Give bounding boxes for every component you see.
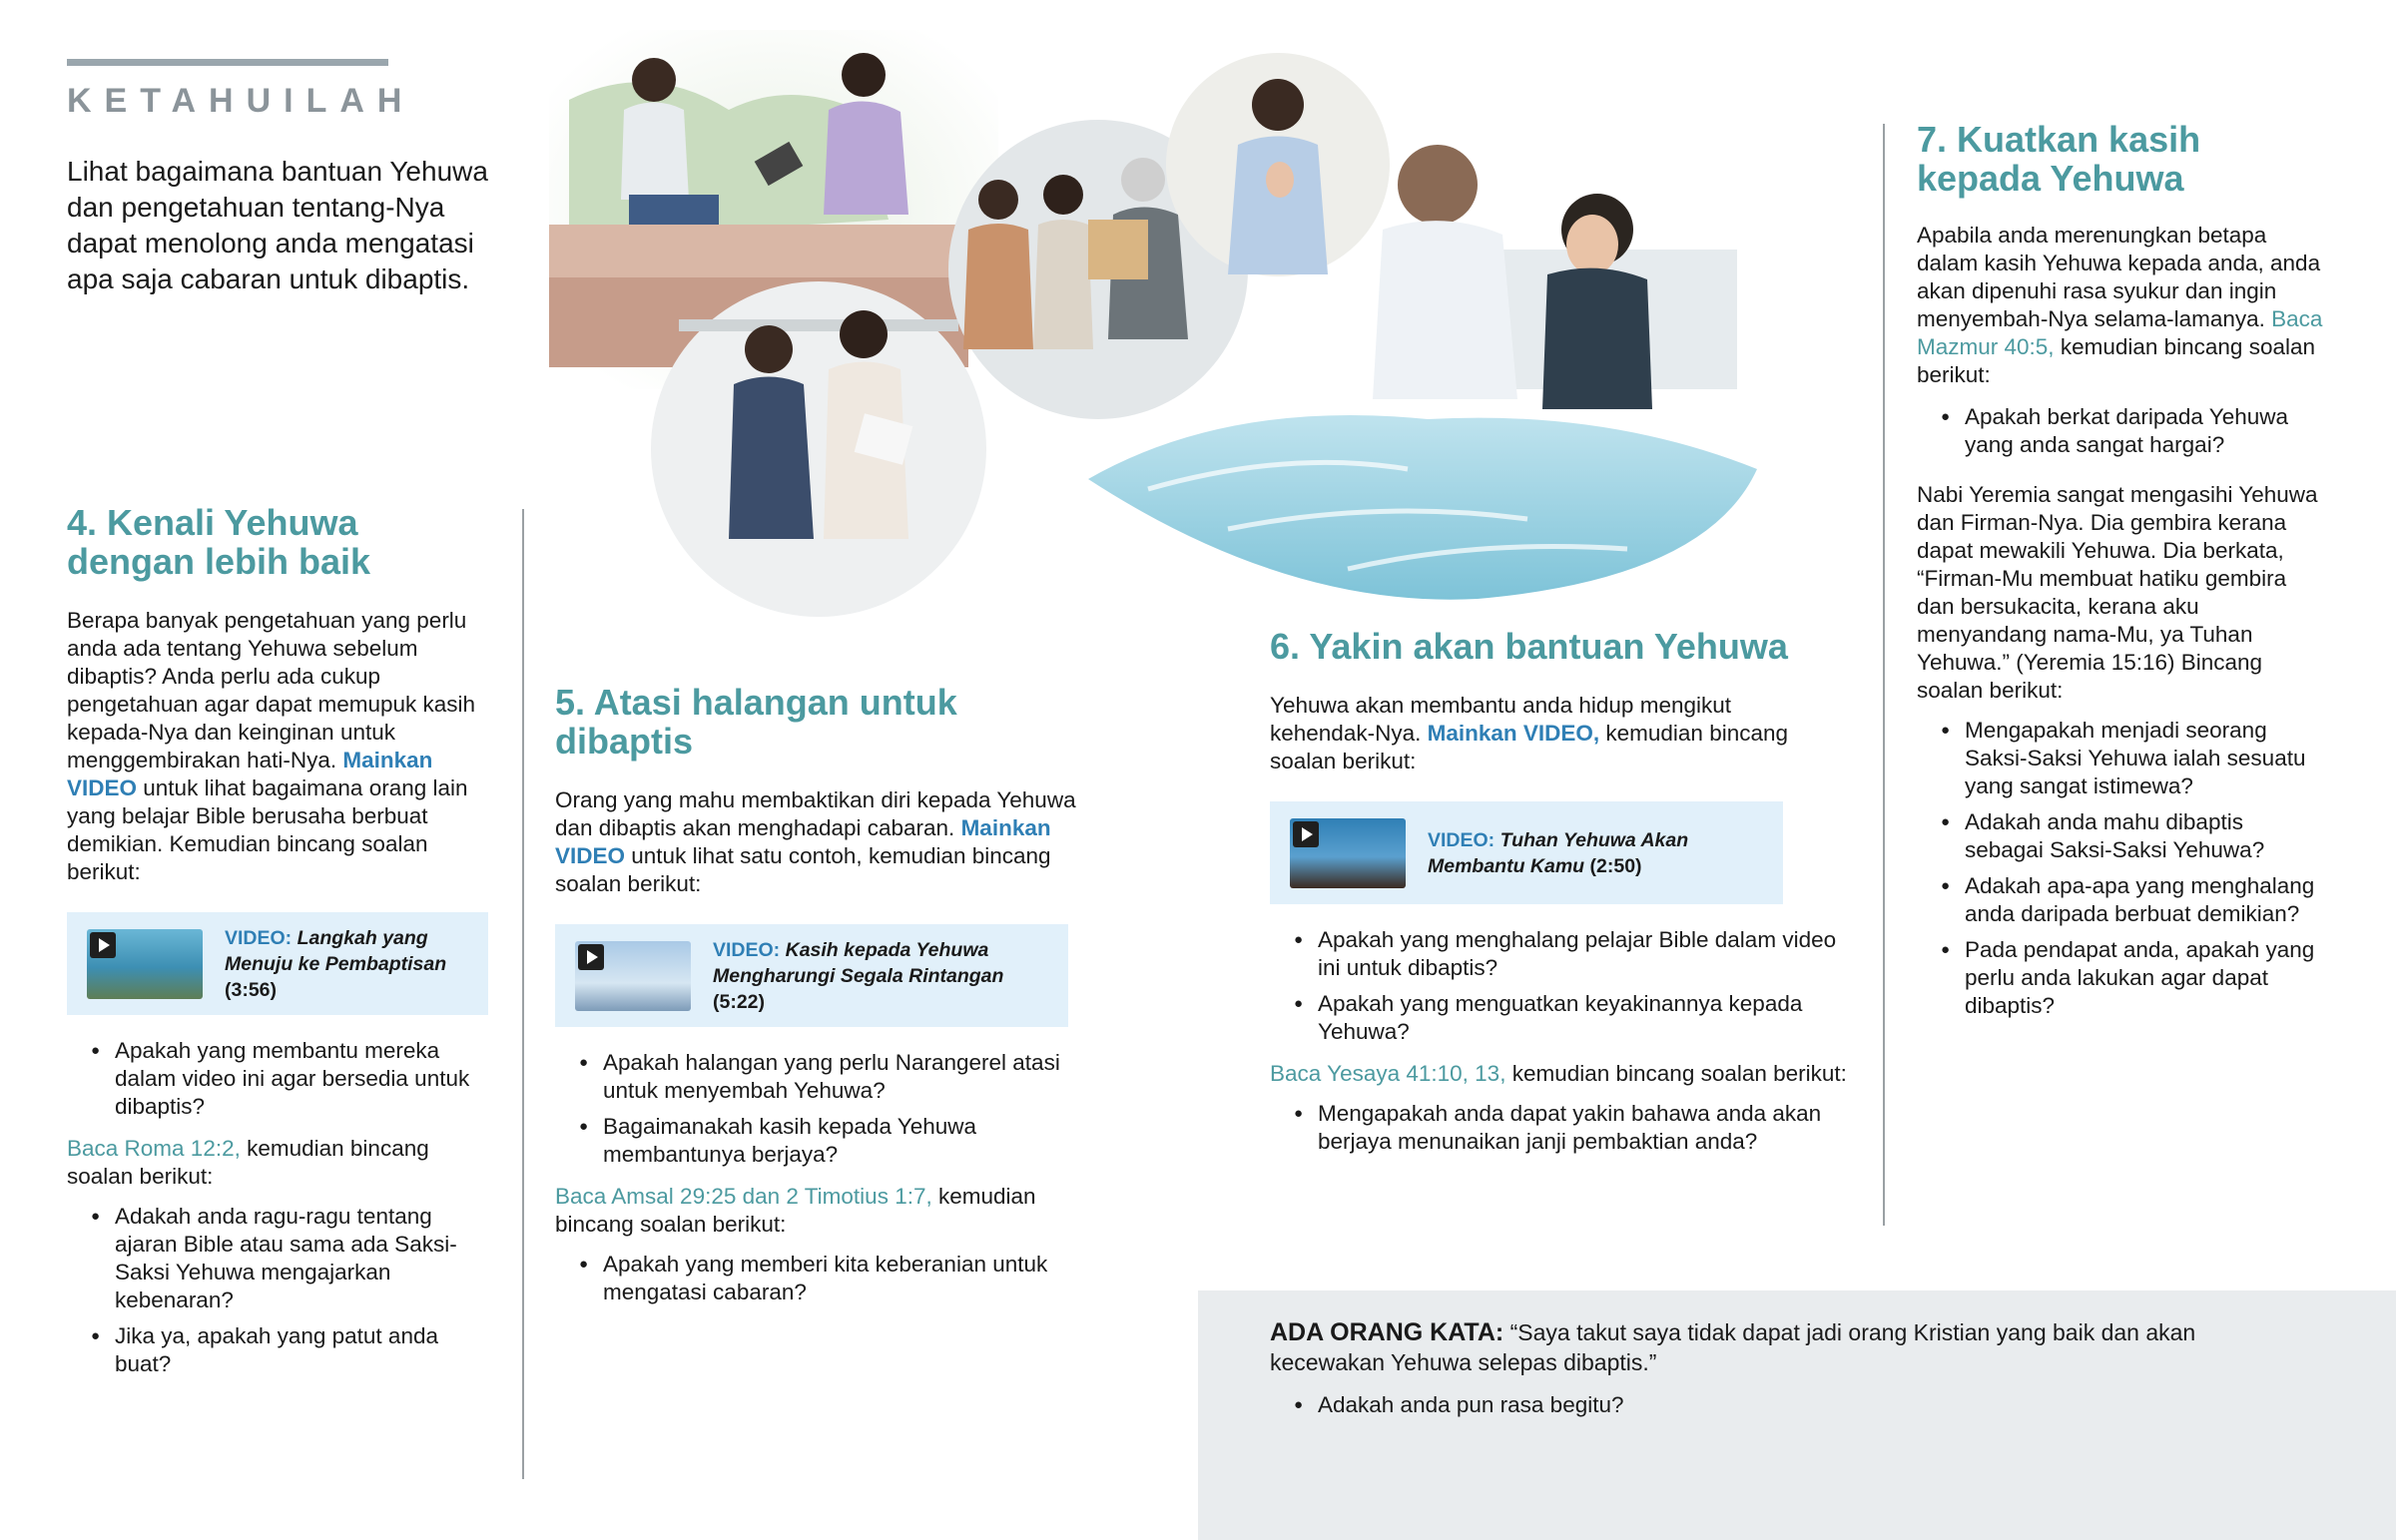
- column-divider-right: [1883, 124, 1885, 1226]
- video-title: Kasih kepada Yehuwa Mengharungi Segala Rintangan: [713, 938, 1004, 987]
- read-rest: kemudian bincang soalan berikut:: [67, 1136, 429, 1189]
- list-item: ● Apakah yang menguatkan keyakinannya kepada Yehuwa?: [1270, 990, 1859, 1046]
- some-say-content: [1270, 1317, 2268, 1427]
- bullet-list: [1270, 1391, 2268, 1419]
- some-say-quote: “Saya takut saya tidak dapat jadi orang Kristian yang baik dan akan kecewakan Yehuwa selepas dibaptis.”: [1270, 1319, 2196, 1375]
- video-duration: (5:22): [713, 990, 766, 1013]
- read-rest: kemudian bincang soalan berikut:: [1505, 1061, 1847, 1086]
- section-4: [67, 503, 488, 1386]
- video-card[interactable]: [555, 924, 1068, 1027]
- scripture-link[interactable]: Baca Amsal 29:25 dan 2 Timotius 1:7,: [555, 1184, 932, 1209]
- scripture-link[interactable]: Baca Mazmur 40:5,: [1917, 306, 2323, 359]
- video-title: Tuhan Yehuwa Akan Membantu Kamu: [1428, 828, 1689, 877]
- list-item: ● Adakah apa-apa yang menghalang anda daripada berbuat demikian?: [1917, 872, 2328, 928]
- bullet-list: [67, 1203, 488, 1378]
- some-say-label: ADA ORANG KATA:: [1270, 1318, 1504, 1346]
- list-item: ● Mengapakah menjadi seorang Saksi-Saksi Yehuwa ialah sesuatu yang sangat istimewa?: [1917, 717, 2328, 800]
- list-item: ● Adakah anda ragu-ragu tentang ajaran Bible atau sama ada Saksi-Saksi Yehuwa mengajarkan kebenaran?: [67, 1203, 488, 1314]
- section-7-paragraph-2: Nabi Yeremia sangat mengasihi Yehuwa dan Firman-Nya. Dia gembira kerana dapat mewakili Yehuwa. Dia berkata, “Firman-Mu membuat hatiku gembira dan bersukacita, kerana aku menyandang nama-Mu, ya Tuhan Yehuwa.” (Yeremia 15:16) Bincang soalan berikut:: [1917, 482, 2318, 703]
- section-4-title: 4. Kenali Yehuwa dengan lebih baik: [67, 502, 371, 582]
- section-7-title: 7. Kuatkan kasih kepada Yehuwa: [1917, 119, 2201, 199]
- section-7-text-b: kemudian bincang soalan berikut:: [1917, 334, 2315, 387]
- section-label: KETAHUILAH: [67, 82, 415, 120]
- list-item: ● Bagaimanakah kasih kepada Yehuwa membantunya berjaya?: [555, 1113, 1086, 1169]
- read-line: [555, 1183, 1086, 1239]
- list-item: ● Apakah berkat daripada Yehuwa yang anda sangat hargai?: [1917, 403, 2328, 459]
- section-4-paragraph: [67, 607, 488, 886]
- section-5-text-a: Orang yang mahu membaktikan diri kepada Yehuwa dan dibaptis akan menghadapi cabaran.: [555, 787, 1076, 840]
- video-duration: (3:56): [225, 978, 278, 1001]
- play-video-link[interactable]: Mainkan VIDEO: [67, 748, 433, 800]
- bullet-list: [67, 1037, 488, 1121]
- list-item: ● Adakah anda mahu dibaptis sebagai Saksi-Saksi Yehuwa?: [1917, 808, 2328, 864]
- video-label: VIDEO:: [713, 938, 781, 961]
- video-label: VIDEO:: [225, 926, 293, 949]
- intro-text: Lihat bagaimana bantuan Yehuwa dan pengetahuan tentang-Nya dapat menolong anda mengatasi apa saja cabaran untuk dibaptis.: [67, 156, 488, 294]
- section-6-paragraph: [1270, 692, 1829, 775]
- some-say-text: [1270, 1317, 2268, 1377]
- list-item: ● Apakah yang memberi kita keberanian untuk mengatasi cabaran?: [555, 1251, 1086, 1306]
- play-icon[interactable]: [578, 944, 604, 970]
- scene-mall-circle: [651, 281, 986, 617]
- play-video-link[interactable]: Mainkan VIDEO: [555, 815, 1051, 868]
- column-divider-left: [522, 509, 524, 1479]
- section-5: [555, 683, 1086, 1314]
- illustration: [529, 20, 1777, 629]
- bullet-list: [1270, 926, 1859, 1046]
- list-item: ● Apakah halangan yang perlu Narangerel atasi untuk menyembah Yehuwa?: [555, 1049, 1086, 1105]
- section-4-text-b: untuk lihat bagaimana orang lain yang belajar Bible berusaha berbuat demikian. Kemudian bincang soalan berikut:: [67, 775, 468, 884]
- list-item: ● Mengapakah anda dapat yakin bahawa anda akan berjaya menunaikan janji pembaktian anda?: [1270, 1100, 1859, 1156]
- video-caption: [713, 937, 1048, 1015]
- video-thumbnail[interactable]: [1290, 818, 1406, 888]
- video-card[interactable]: [1270, 801, 1783, 904]
- section-5-text-b: untuk lihat satu contoh, kemudian bincang soalan berikut:: [555, 843, 1051, 896]
- scripture-link[interactable]: Baca Roma 12:2,: [67, 1136, 241, 1161]
- list-item: ● Apakah yang membantu mereka dalam video ini agar bersedia untuk dibaptis?: [67, 1037, 488, 1121]
- video-caption: [225, 925, 454, 1003]
- list-item: ● Adakah anda pun rasa begitu?: [1270, 1391, 2268, 1419]
- section-5-paragraph: [555, 786, 1086, 898]
- video-title: Langkah yang Menuju ke Pembaptisan: [225, 926, 447, 975]
- read-line: [1270, 1060, 1859, 1088]
- section-4-text-a: Berapa banyak pengetahuan yang perlu anda ada tentang Yehuwa sebelum dibaptis? Anda perlu ada cukup pengetahuan agar dapat memupuk kasih kepada-Nya dan keinginan untuk menggembirakan hati-Nya.: [67, 608, 476, 772]
- video-duration: (2:50): [1589, 854, 1642, 877]
- play-icon[interactable]: [90, 932, 116, 958]
- video-thumbnail[interactable]: [87, 929, 203, 999]
- bullet-list: [555, 1049, 1086, 1169]
- video-card[interactable]: [67, 912, 488, 1015]
- read-line: [67, 1135, 488, 1191]
- section-7: [1917, 120, 2328, 1028]
- video-label: VIDEO:: [1428, 828, 1496, 851]
- play-video-link[interactable]: Mainkan VIDEO,: [1427, 721, 1600, 746]
- section-7-text-a: Apabila anda merenungkan betapa dalam kasih Yehuwa kepada anda, anda akan dipenuhi rasa syukur dan ingin menyembah-Nya selama-lamanya.: [1917, 223, 2321, 331]
- header-rule: [67, 59, 388, 66]
- bullet-list: [555, 1251, 1086, 1306]
- play-icon[interactable]: [1293, 821, 1319, 847]
- video-caption: [1428, 827, 1747, 879]
- list-item: ● Apakah yang menghalang pelajar Bible dalam video ini untuk dibaptis?: [1270, 926, 1859, 982]
- scripture-link[interactable]: Baca Yesaya 41:10, 13,: [1270, 1061, 1506, 1086]
- read-rest: kemudian bincang soalan berikut:: [555, 1184, 1036, 1237]
- bullet-list: [1917, 403, 2328, 459]
- scene-prayer-circle: [1166, 53, 1390, 276]
- section-6: [1270, 627, 1859, 1164]
- bullet-list: [1917, 717, 2328, 1020]
- section-7-paragraph: [1917, 222, 2328, 389]
- section-6-title: 6. Yakin akan bantuan Yehuwa: [1270, 626, 1788, 667]
- section-6-text-a: Yehuwa akan membantu anda hidup mengikut kehendak-Nya.: [1270, 693, 1731, 746]
- list-item: ● Jika ya, apakah yang patut anda buat?: [67, 1322, 488, 1378]
- bullet-list: [1270, 1100, 1859, 1156]
- section-5-title: 5. Atasi halangan untuk dibaptis: [555, 682, 957, 762]
- list-item: ● Pada pendapat anda, apakah yang perlu anda lakukan agar dapat dibaptis?: [1917, 936, 2328, 1020]
- video-thumbnail[interactable]: [575, 941, 691, 1011]
- section-6-text-b: kemudian bincang soalan berikut:: [1270, 721, 1789, 773]
